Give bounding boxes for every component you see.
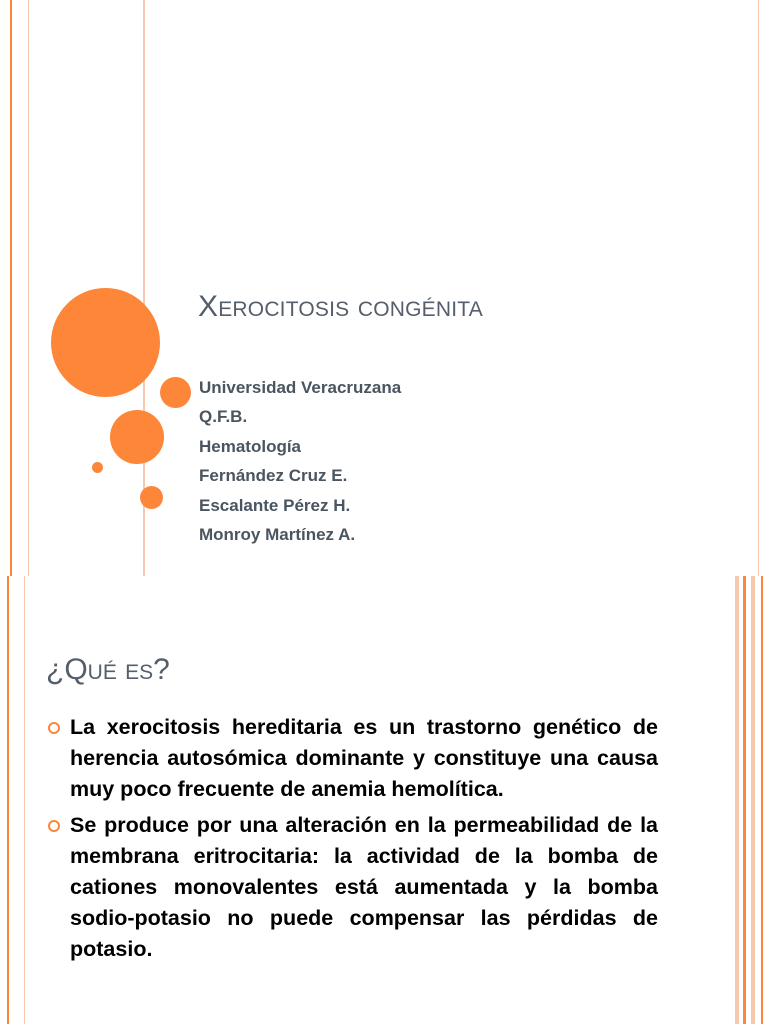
subtitle-line: Escalante Pérez H. [199,495,351,515]
slide-title-heading: Xerocitosis congénita [198,290,483,323]
decor-circle-tiny [92,462,103,473]
subtitle-line: Fernández Cruz E. [199,466,348,486]
subtitle-line: Universidad Veracruzana [199,378,402,397]
decor-line-right-3 [751,576,755,1024]
decor-line-left [10,0,12,576]
decor-line-right-1 [735,576,739,1024]
slide-content-heading: ¿Qué es? [46,653,170,686]
slide-subtitle-list [199,377,401,553]
bullet-text: La xerocitosis hereditaria es un trastorno genético de herencia autosómica dominante y constituye una causa muy poco frecuente de anemia hemolítica. [70,715,658,801]
decor-circle-large [51,288,160,397]
decor-line-right-2 [743,576,746,1024]
bullet-item [48,712,658,805]
subtitle-line: Monroy Martínez A. [199,524,356,544]
decor-line-right [758,0,759,576]
subtitle-line: Q.F.B. [199,407,248,427]
decor-line-left-2 [28,0,29,576]
subtitle-line: Hematología [199,436,302,456]
slide-content [0,576,768,1024]
decor-line-right-4 [761,576,763,1024]
bullet-list [48,712,658,970]
decor-circle-medium [110,410,164,464]
decor-line-left [7,576,9,1024]
bullet-circle-icon [48,722,60,734]
bullet-item [48,810,658,965]
decor-line-left-2 [24,576,25,1024]
decor-circle-small-2 [140,486,163,509]
bullet-text: Se produce por una alteración en la permeabilidad de la membrana eritrocitaria: la actividad de la bomba de cationes monovalentes está aumentada y la bomba sodio-potasio no puede compensar las pérdidas de potasio. [70,813,658,961]
bullet-circle-icon [48,820,60,832]
decor-circle-small-1 [160,377,191,408]
